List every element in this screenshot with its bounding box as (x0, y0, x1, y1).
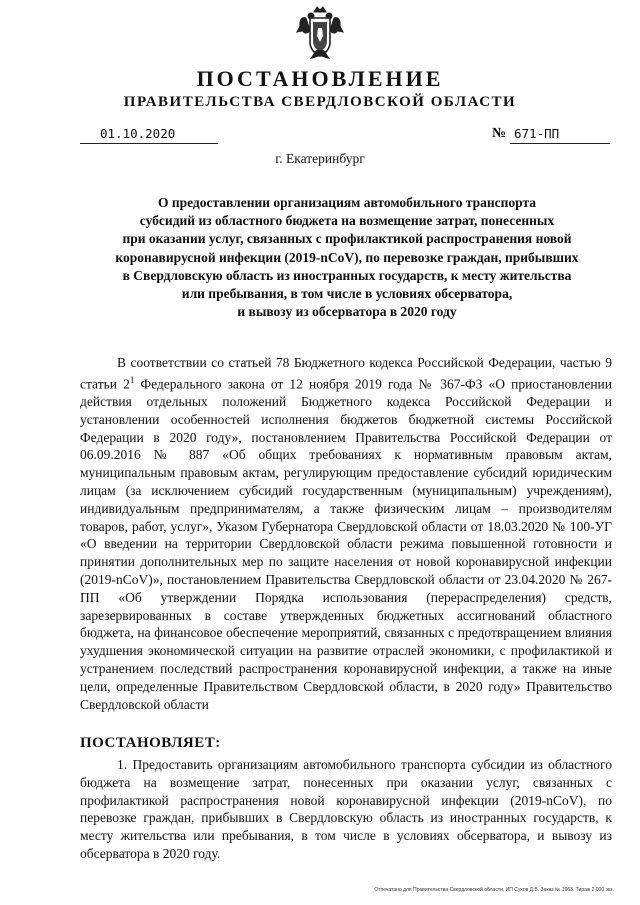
document-date: 01.10.2020 (80, 126, 218, 144)
heading-line: субсидий из областного бюджета на возмещение затрат, понесенных (139, 213, 555, 229)
heading-line: и вывозу из обсерватора в 2020 году (237, 304, 457, 320)
document-number: 671-ПП (510, 126, 610, 144)
heading-line: или пребывания, в том числе в условиях обсерватора, (181, 286, 513, 302)
preamble-paragraph (80, 354, 612, 713)
number-label: № (492, 126, 507, 141)
coat-of-arms-icon (296, 4, 344, 62)
preamble-text (80, 354, 612, 713)
city-label: г. Екатеринбург (275, 151, 365, 166)
document-subtitle: ПРАВИТЕЛЬСТВА СВЕРДЛОВСКОЙ ОБЛАСТИ (123, 94, 517, 110)
heading-line: в Свердловскую область из иностранных государств, к месту жительства (122, 267, 572, 283)
preamble-part-2: Федерального закона от 12 ноября 2019 года № 367-ФЗ «О приостановлении действия отдельных положений Бюджетного кодекса Российской Федерации и установлении особенностей исполнения бюджетов бюджетной системы Российской Федерации в 2020 году», постановлением Правительства Российской Федерации от 06.09.2016 № 887 «Об общих требованиях к нормативным правовым актам, муниципальным правовым актам, регулирующим предоставление субсидий юридическим лицам (за исключением субсидий государственным (муниципальным) учреждениям), индивидуальным предпринимателям, а также физическим лицам – производителям товаров, работ, услуг», Указом Губернатора Свердловской области от 18.03.2020 № 100-УГ «О введении на территории Свердловской области режима повышенной готовности и принятии дополнительных мер по защите населения от новой коронавирусной инфекции (2019-nCoV)», постановлением Правительства Свердловской области от 23.04.2020 № 267-ПП «Об утверждении Порядка использования (перераспределения) средств, зарезервированных в составе утвержденных бюджетных ассигнований областного бюджета, на финансовое обеспечение мероприятий, связанных с предотвращением влияния ухудшения экономической ситуации на развитие отраслей экономики, с профилактикой и устранением последствий распространения коронавирусной инфекции, а также на иные цели, определенные Правительством Свердловской области, в 2020 году» Правительство Свердловской области (80, 376, 613, 712)
document-heading (82, 194, 612, 321)
point-1-text: 1. Предоставить организациям автомобильного транспорта субсидии из областного бюджета на возмещение затрат, понесенных при оказании услуг, связанных с профилактикой распространения новой коронавирусной инфекции (2019-nCoV), по перевозке граждан, прибывших в Свердловскую область из иностранных государств, к месту жительства или пребывания, в том числе в условиях обсерватора, и вывозу из обсерватора в 2020 году. (80, 757, 612, 861)
heading-line: О предоставлении организациям автомобильного транспорта (157, 195, 537, 210)
document-title: ПОСТАНОВЛЕНИЕ (196, 66, 444, 91)
heading-line: при оказании услуг, связанных с профилактикой распространения новой (122, 231, 572, 247)
print-footer: Отпечатано для Правительства Свердловской области. ИП Сухов Д.В. Заказ № 1963. Тираж 2 000 экз. (374, 887, 614, 893)
point-1 (80, 756, 612, 863)
resolution-verb: ПОСТАНОВЛЯЕТ: (80, 735, 221, 751)
heading-line: коронавирусной инфекции (2019-nCoV), по перевозке граждан, прибывших (115, 249, 579, 265)
superscript: 1 (129, 374, 135, 385)
preamble-part-1: В соответствии со статьей 78 Бюджетного кодекса Российской Федерации, частью 9 статьи 2 (80, 355, 612, 392)
